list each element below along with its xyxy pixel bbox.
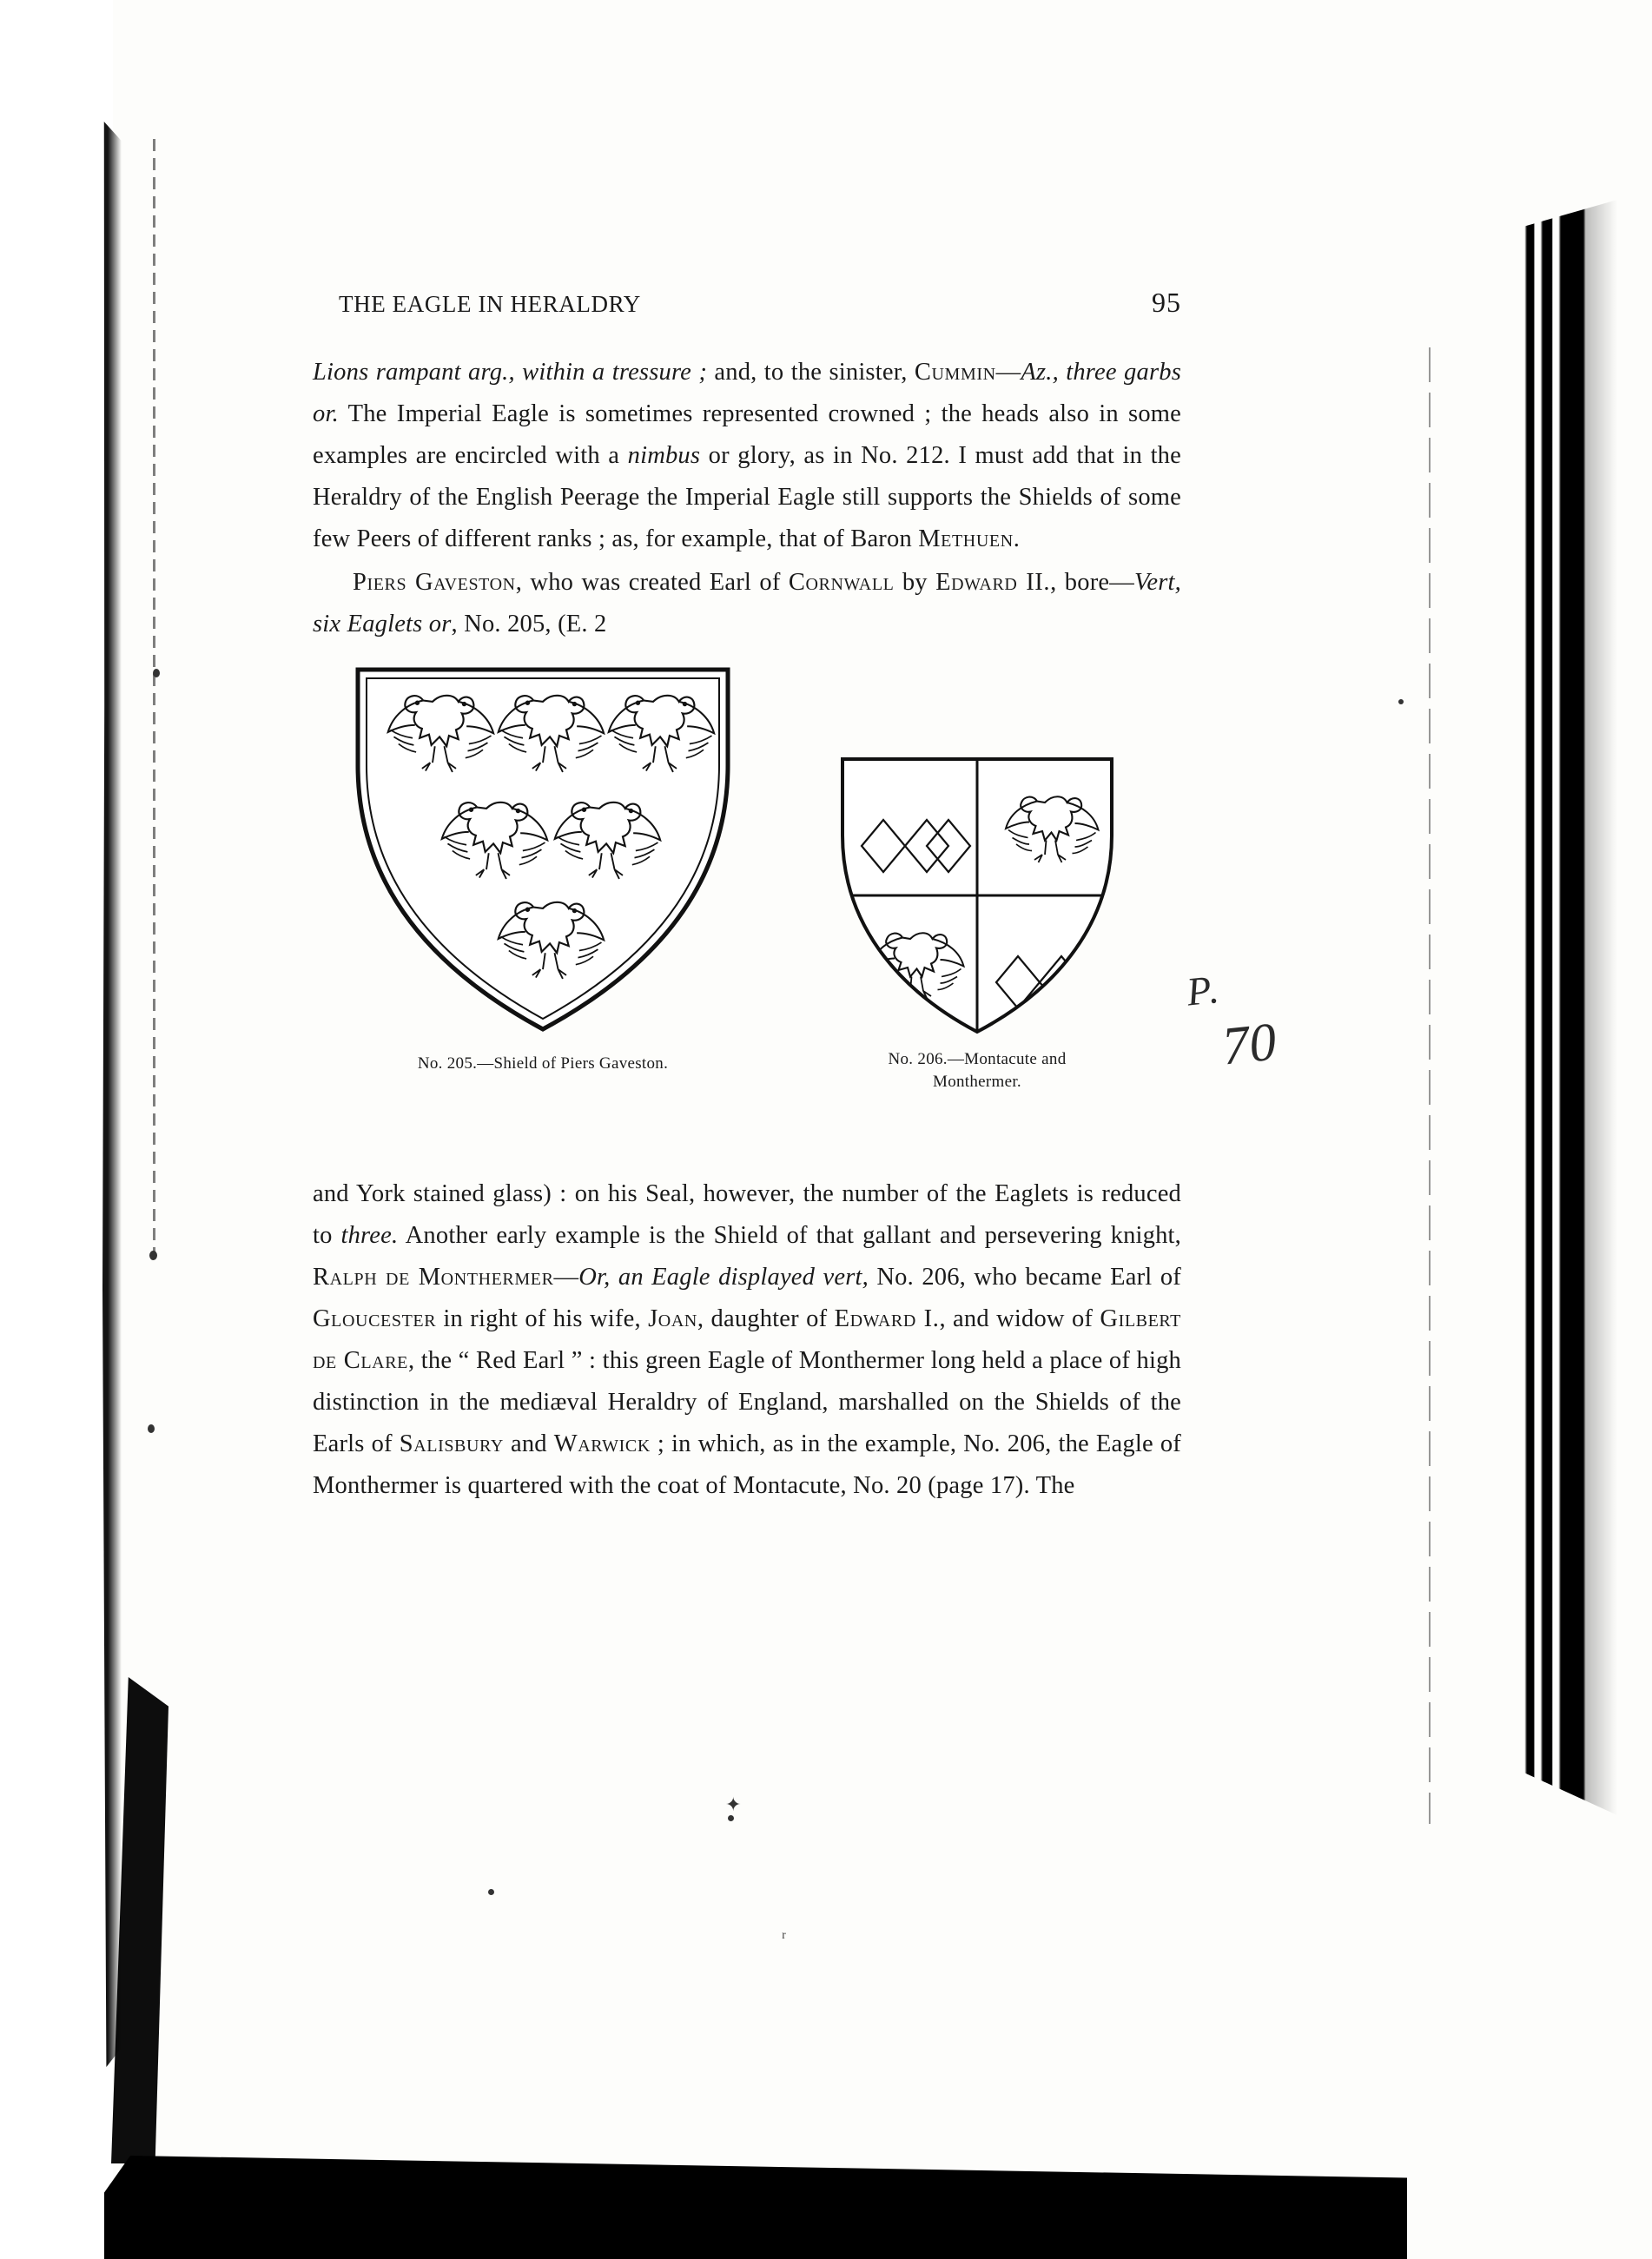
page-speck xyxy=(149,1251,157,1260)
running-head-title: THE EAGLE IN HERALDRY xyxy=(339,291,641,317)
text-run: and xyxy=(503,1430,554,1457)
page-speck xyxy=(1398,699,1404,704)
paragraph-1 xyxy=(313,352,1181,560)
left-margin xyxy=(0,0,113,2259)
text-run: in right of his wife, xyxy=(436,1305,649,1332)
text-column xyxy=(313,287,1181,1507)
text-run: Methuen xyxy=(918,525,1014,552)
text-run: , and widow of xyxy=(939,1305,1100,1332)
text-run: Vert, six Eaglets or xyxy=(313,569,1181,637)
figure-205-caption: No. 205.—Shield of Piers Gaveston. xyxy=(417,1054,669,1073)
text-run: No. 206, who became Earl of xyxy=(868,1264,1181,1291)
book-spine-shadow xyxy=(102,122,122,2067)
page-speck xyxy=(148,1424,155,1433)
text-run: , No. 205, (E. 2 xyxy=(451,611,607,637)
text-run: Edward I. xyxy=(834,1305,940,1332)
text-run: Gloucester xyxy=(313,1305,437,1332)
right-page-edge-shadow xyxy=(1504,200,1617,1815)
page-speck xyxy=(488,1889,494,1895)
figure-205 xyxy=(339,661,747,1075)
right-margin-rule xyxy=(1429,347,1431,1824)
text-run: Az., three garbs or. xyxy=(313,359,1181,427)
text-run: three. xyxy=(340,1222,399,1249)
text-run: Or, an Eagle displayed vert, xyxy=(578,1264,869,1291)
figure-group xyxy=(313,661,1181,1147)
running-head xyxy=(313,287,1181,319)
text-run: Another early example is the Shield of that gallant and persevering knight, xyxy=(398,1222,1181,1249)
text-run: The Imperial Eagle is sometimes represented crowned ; the heads also in some examples are encircled with a xyxy=(313,400,1181,469)
text-run: Cummin xyxy=(914,359,996,386)
figure-206-caption-line2: Monthermer. xyxy=(933,1073,1021,1091)
page-number: 95 xyxy=(1152,287,1181,318)
shield-gaveston-drawing xyxy=(339,661,747,1043)
text-run: Lions rampant arg., within a tressure ; xyxy=(313,359,708,386)
text-run: . xyxy=(1013,525,1021,552)
text-run: Gilbert de Clare xyxy=(313,1305,1181,1374)
footer-tick: ʳ xyxy=(782,1926,786,1948)
pencil-annotation-line1: P. xyxy=(1184,966,1224,1014)
spine-edge-line xyxy=(153,139,155,1259)
text-run: or glory, as in No. 212. I must add that in the Heraldry of the English Peerage the Imperial Eagle still supports the Shields of some few Peers of different ranks ; as, for example, that of Baron xyxy=(313,442,1181,552)
bottom-scan-shadow xyxy=(104,2111,1407,2259)
text-run: ; in which, as in the example, No. 206, the Eagle of Monthermer is quartered with the coat of Montacute, No. 20 (page 17). The xyxy=(313,1430,1181,1499)
text-run: , daughter of xyxy=(697,1305,835,1332)
text-run: Salisbury xyxy=(399,1430,504,1457)
text-run: and, to the sinister, xyxy=(707,359,915,386)
shield-montacute-monthermer-drawing xyxy=(834,752,1120,1039)
text-run: — xyxy=(995,359,1021,386)
figure-206-caption-line1: No. 206.—Montacute and xyxy=(888,1050,1067,1068)
text-run: , the “ Red Earl ” : this green Eagle of Monthermer long held a place of high distinction in the mediæval Heraldry of England, marshalled on the Shields of the Earls of xyxy=(313,1347,1181,1457)
bottom-left-shadow xyxy=(111,1677,207,2163)
text-run: by xyxy=(894,569,936,596)
text-run: Ralph de Monthermer xyxy=(313,1264,554,1291)
page-speck xyxy=(153,669,160,677)
text-run: Edward II. xyxy=(935,569,1051,596)
text-run: , bore— xyxy=(1050,569,1134,596)
text-run: Cornwall xyxy=(788,569,895,596)
paragraph-3 xyxy=(313,1173,1181,1507)
text-run: Piers Gaveston xyxy=(353,569,516,596)
text-run: and York stained glass) : on his Seal, however, the number of the Eaglets is reduced to xyxy=(313,1180,1181,1249)
footer-tick: ✦ xyxy=(725,1793,742,1815)
text-run: Warwick xyxy=(553,1430,651,1457)
text-run: Joan xyxy=(648,1305,697,1332)
text-run: , who was created Earl of xyxy=(515,569,789,596)
text-run: — xyxy=(553,1264,579,1291)
pencil-annotation-line2: 70 xyxy=(1219,1012,1279,1077)
page-speck xyxy=(728,1815,734,1821)
handwritten-pencil-annotation xyxy=(1185,951,1369,1081)
figure-206 xyxy=(834,752,1120,1093)
paragraph-2 xyxy=(313,562,1181,645)
text-run: nimbus xyxy=(627,442,701,469)
